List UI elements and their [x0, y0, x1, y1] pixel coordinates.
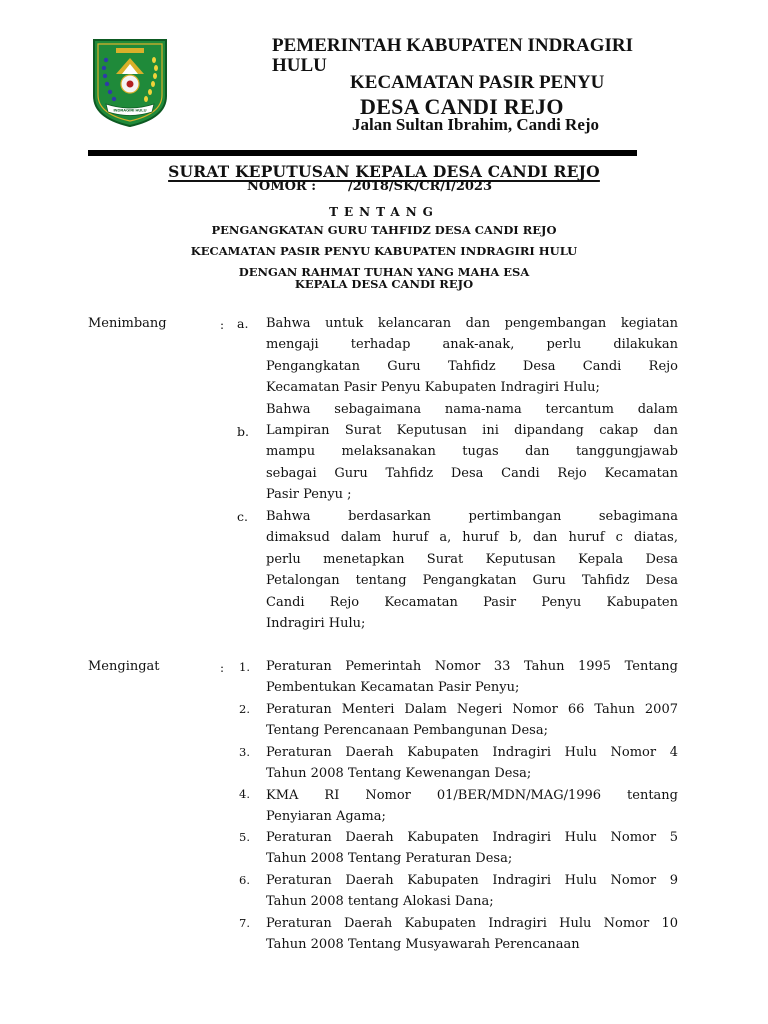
decree-issuer: KEPALA DESA CANDI REJO — [294, 277, 474, 291]
text-line: Tahun 2008 Tentang Musyawarah Perencanaan — [266, 937, 580, 953]
text-line: Pasir Penyu ; — [266, 487, 352, 503]
text-line: Bahwa untuk kelancaran dan pengembangan kegiatan — [266, 316, 678, 331]
menimbang-item-c — [266, 506, 678, 634]
text-line: Peraturan Daerah Kabupaten Indragiri Hulu Nomor 10 — [266, 916, 678, 931]
decree-invocation: DENGAN RAHMAT TUHAN YANG MAHA ESA — [238, 265, 530, 279]
text-line: KMA RI Nomor 01/BER/MDN/MAG/1996 tentang — [266, 788, 678, 803]
decree-title: SURAT KEPUTUSAN KEPALA DESA CANDI REJO — [168, 162, 600, 181]
letterhead-address: Jalan Sultan Ibrahim, Candi Rejo — [352, 115, 600, 134]
mengingat-marker-6: 6. — [239, 873, 250, 887]
text-line: Tahun 2008 tentang Alokasi Dana; — [266, 894, 494, 910]
text-line: Pengangkatan Guru Tahfidz Desa Candi Rejo — [266, 358, 678, 374]
mengingat-item-3 — [266, 742, 678, 785]
menimbang-marker-a: a. — [237, 316, 249, 331]
text-line: Petalongan tentang Pengangkatan Guru Tahfidz Desa — [266, 573, 678, 589]
text-line: Peraturan Pemerintah Nomor 33 Tahun 1995 Tentang — [266, 659, 678, 674]
text-line: sebagai Guru Tahfidz Desa Candi Rejo Kecamatan — [266, 465, 678, 481]
letterhead-regency: PEMERINTAH KABUPATEN INDRAGIRI HULU — [272, 35, 634, 76]
section-menimbang-colon: : — [220, 318, 225, 332]
decree-subject-line-1: PENGANGKATAN GURU TAHFIDZ DESA CANDI REJO — [211, 223, 557, 237]
logo-ribbon-text: INDRAGIRI HULU — [113, 107, 147, 113]
menimbang-item-a — [266, 313, 678, 420]
text-line: Bahwa berdasarkan pertimbangan sebagimana — [266, 509, 678, 524]
decree-number-label: NOMOR : — [247, 179, 317, 194]
text-line: Peraturan Daerah Kabupaten Indragiri Hulu Nomor 5 — [266, 830, 678, 845]
text-line: Pembentukan Kecamatan Pasir Penyu; — [266, 680, 520, 696]
letterhead-divider — [88, 150, 637, 156]
mengingat-marker-3: 3. — [239, 745, 250, 759]
letterhead-district: KECAMATAN PASIR PENYU — [350, 72, 605, 93]
mengingat-item-2 — [266, 699, 678, 742]
mengingat-marker-4: 4. — [239, 787, 250, 801]
mengingat-item-5 — [266, 827, 678, 870]
text-line: Bahwa sebagaimana nama-nama tercantum dalam — [266, 401, 678, 417]
decree-subject-line-2: KECAMATAN PASIR PENYU KABUPATEN INDRAGIRI HULU — [190, 244, 578, 258]
mengingat-marker-7: 7. — [239, 916, 250, 930]
section-menimbang-label: Menimbang — [88, 316, 167, 331]
mengingat-item-7 — [266, 913, 678, 956]
text-line: Penyiaran Agama; — [266, 809, 386, 825]
text-line: Tentang Perencanaan Pembangunan Desa; — [266, 723, 548, 739]
text-line: Tahun 2008 Tentang Peraturan Desa; — [266, 851, 513, 867]
menimbang-item-b — [266, 420, 678, 506]
mengingat-item-4 — [266, 785, 678, 828]
text-line: Peraturan Daerah Kabupaten Indragiri Hulu Nomor 9 — [266, 873, 678, 888]
regency-emblem-logo — [92, 38, 168, 128]
menimbang-marker-b: b. — [237, 424, 249, 439]
text-line: Indragiri Hulu; — [266, 615, 366, 631]
text-line: Peraturan Menteri Dalam Negeri Nomor 66 Tahun 2007 — [266, 702, 678, 717]
section-mengingat-label: Mengingat — [88, 659, 160, 674]
decree-number-value: /2018/SK/CR/I/2023 — [348, 179, 493, 194]
mengingat-marker-5: 5. — [239, 830, 250, 844]
text-line: Tahun 2008 Tentang Kewenangan Desa; — [266, 766, 532, 782]
mengingat-item-1 — [266, 656, 678, 699]
text-line: dimaksud dalam huruf a, huruf b, dan huruf c diatas, — [266, 530, 678, 546]
section-mengingat-colon: : — [220, 661, 225, 675]
letterhead-village: DESA CANDI REJO — [360, 94, 564, 119]
text-line: Kecamatan Pasir Penyu Kabupaten Indragiri Hulu; — [266, 380, 600, 396]
text-line: mengaji terhadap anak-anak, perlu dilakukan — [266, 337, 678, 353]
text-line: Peraturan Daerah Kabupaten Indragiri Hulu Nomor 4 — [266, 745, 678, 760]
text-line: perlu menetapkan Surat Keputusan Kepala Desa — [266, 551, 678, 567]
mengingat-marker-1: 1. — [239, 660, 250, 674]
mengingat-item-6 — [266, 870, 678, 913]
text-line: Candi Rejo Kecamatan Pasir Penyu Kabupaten — [266, 594, 678, 610]
text-line: Lampiran Surat Keputusan ini dipandang cakap dan — [266, 423, 678, 438]
menimbang-marker-c: c. — [237, 509, 248, 524]
mengingat-marker-2: 2. — [239, 702, 250, 716]
text-line: mampu melaksanakan tugas dan tanggungjawab — [266, 444, 678, 460]
decree-about-heading: TENTANG — [329, 205, 439, 219]
